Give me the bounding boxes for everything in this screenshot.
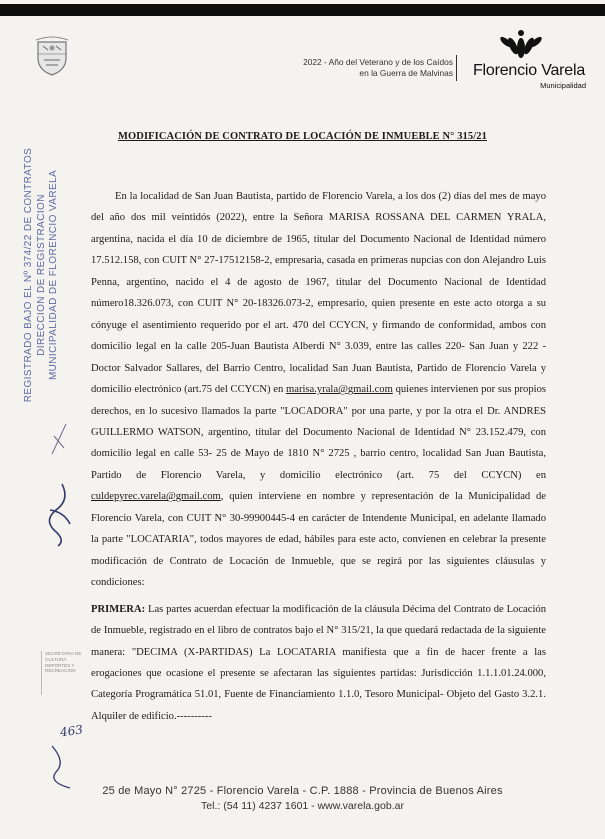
opening-paragraph-part2: quienes intervienen por sus propios derechos, en lo sucesivo llamados la parte "LOCADORA" por una parte, y por la otra el Dr. ANDRES GUILLERMO WATSON, argentino, titular del Documento Nacional de Identidad N° 23.152.479, con domicilio legal en calle 53- 25 de Mayo de 1810 N° 2725 , barrio centro, localidad San Juan Bautista, Partido de Florencio Varela, y domicilio electrónico (art. 75 del CCYCN) en <box>91 384 546 481</box>
header-divider <box>456 55 457 81</box>
handwritten-number: 463 <box>59 722 84 740</box>
year-legend-line1: 2022 - Año del Veterano y de los Caídos <box>303 57 453 67</box>
logo-name: Florencio Varela <box>472 62 586 79</box>
florencio-varela-flower-icon <box>499 28 543 60</box>
opening-paragraph-part3: , quien interviene en nombre y representación de la Municipalidad de Florencio Varela, con CUIT N° 30-99900445-4 en carácter de Intendente Municipal, en adelante llamado la parte "LOCATARIA", todos mayores de edad, hábiles para este acto, convienen en celebrar la presente modificación de Contrato de Locación de Inmueble, que se regirá por las siguientes cláusulas y condiciones: <box>91 491 546 589</box>
municipal-crest-icon <box>34 36 70 76</box>
clause-first <box>91 599 546 728</box>
clause-first-text: Las partes acuerdan efectuar la modificación de la cláusula Décima del Contrato de Locación de Inmueble, registrado en el libro de contratos bajo el N° 315/21, la que quedará redactada de la siguiente manera: "DECIMA (X-PARTIDAS) La LOCATARIA manifiesta que a fin de hacer frente a las erogaciones que ocasione el presente se afectaran las siguientes partidas: Jurisdicción 1.1.1.01.24.000, Categoría Programática 51.01, Fuente de Financiamiento 1.1.0, Tesoro Municipal- Objeto del Gasto 3.2.1. Alquiler de edificio.---------- <box>91 603 546 722</box>
clause-first-label: PRIMERA: <box>91 603 146 615</box>
footer-address: 25 de Mayo N° 2725 - Florencio Varela - C.P. 1888 - Provincia de Buenos Aires <box>102 785 503 797</box>
footer-contact: Tel.: (54 11) 4237 1601 - www.varela.gob.ar <box>201 800 404 812</box>
secretaria-stamp: SECRETARIA DE CULTURA DEPORTES Y RECREACION <box>41 651 87 695</box>
document-title: MODIFICACIÓN DE CONTRATO DE LOCACIÓN DE INMUEBLE N° 315/21 <box>118 131 487 142</box>
locadora-email: marisa.yrala@gmail.com <box>286 384 393 396</box>
municipality-logo <box>464 28 594 90</box>
locataria-email: culdepyrec.varela@gmail.com <box>91 491 221 503</box>
registration-stamp-line3: MUNICIPALIDAD DE FLORENCIO VARELA <box>48 169 59 381</box>
year-legend-line2: en la Guerra de Malvinas <box>359 68 453 78</box>
handwritten-signature <box>40 480 80 550</box>
registration-stamp <box>23 115 77 435</box>
opening-paragraph <box>91 186 546 594</box>
logo-subtitle: Municipalidad <box>540 81 586 90</box>
year-legend <box>303 57 453 79</box>
registration-stamp-line2: DIRECCION DE REGISTRACION <box>35 194 47 356</box>
scan-top-border <box>0 4 605 16</box>
registration-stamp-line1: REGISTRADO BAJO EL Nº 374/22 DE CONTRATOS <box>23 147 34 403</box>
opening-paragraph-part1: En la localidad de San Juan Bautista, partido de Florencio Varela, a los dos (2) días del mes de mayo del año dos mil veintidós (2022), entre la Señora MARISA ROSSANA DEL CARMEN YRALA, argentina, nacida el día 10 de diciembre de 1965, titular del Documento Nacional de Identidad número 17.512.158, con CUIT N° 27-17512158-2, empresaria, casada en primeras nupcias con don Alejandro Luis Penna, argentino, nacido el 4 de agosto de 1967, titular del Documento Nacional de Identidad número18.326.073, con CUIT N° 20-18326.073-2, empresario, quien presente en este acto otorga a su cónyuge el asentimiento requerido por el art. 470 del CCYCN, y firmando de conformidad, ambos con domicilio legal en la calle 205-Juan Bautista Alberdi N° 3.039, entre las calles 220- San Juan y 222 -Doctor Salvador Sallares, del Barrio Centro, localidad San Juan Bautista, Partido de Florencio Varela y domicilio electrónico (art.75 del CCYCN) en <box>91 191 546 396</box>
handwritten-mark <box>48 418 70 458</box>
contract-body <box>91 186 546 727</box>
